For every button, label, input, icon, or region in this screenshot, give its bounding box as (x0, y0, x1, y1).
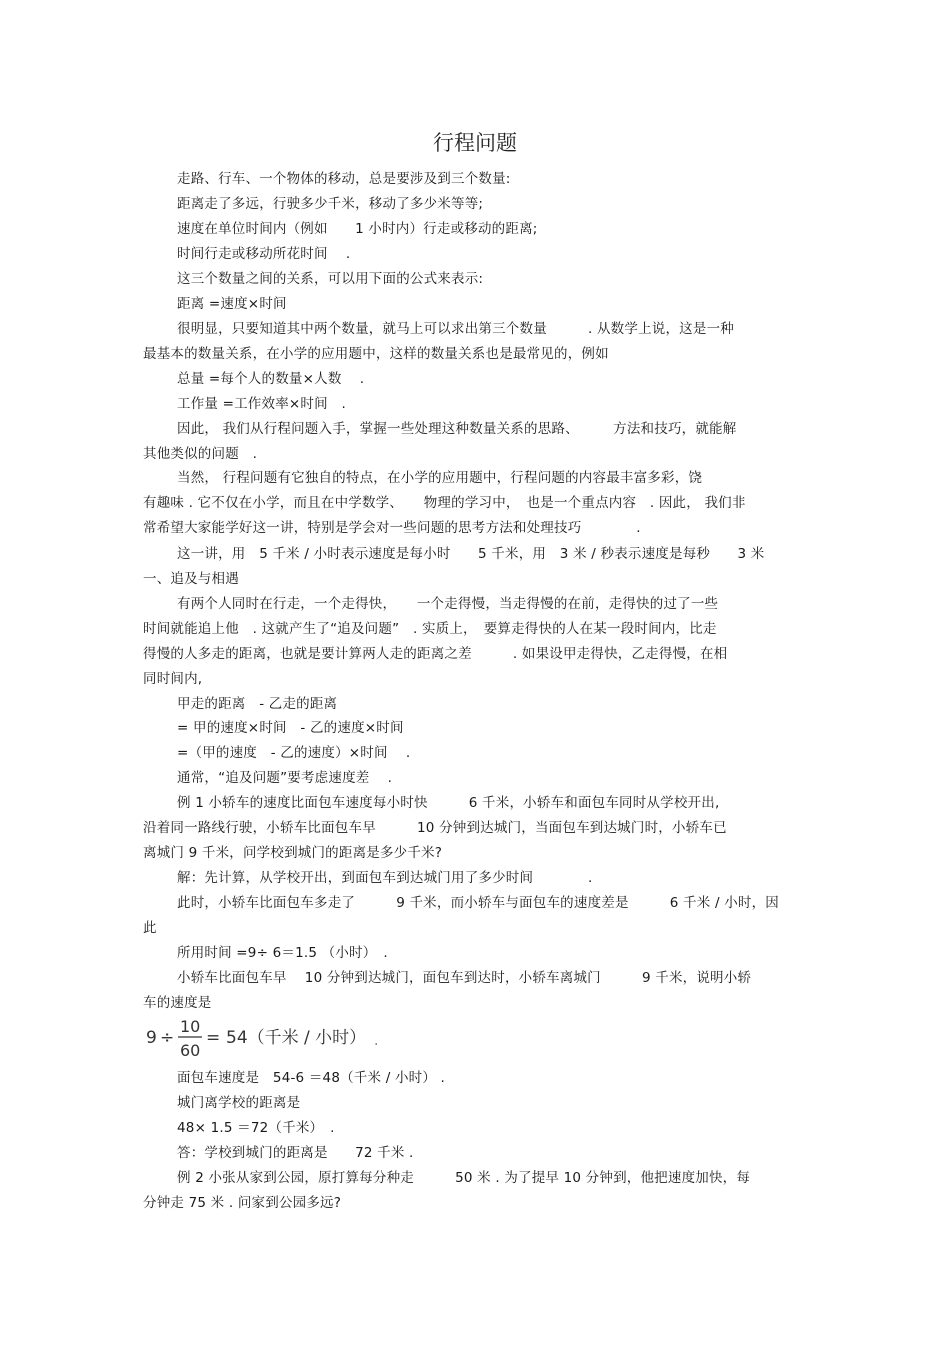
text-line: 城门离学校的距离是 (177, 1095, 301, 1111)
text-line: 沿着同一路线行驶，小轿车比面包车早 10 分钟到达城门，当面包车到达城门时，小轿车已 (143, 820, 727, 836)
formula-result: 54（千米 / 小时） (226, 1028, 367, 1048)
formula-numerator: 10 (180, 1017, 201, 1036)
text-line: 总量 =每个人的数量×人数 . (177, 371, 365, 387)
text-line: 其他类似的问题 . (143, 446, 258, 462)
text-line: 距离 =速度×时间 (177, 296, 287, 312)
text-line: = 甲的速度×时间 - 乙的速度×时间 (177, 720, 404, 736)
section-heading: 一、追及与相遇 (143, 571, 239, 587)
formula-lead: 9 (146, 1028, 157, 1048)
text-line: 车的速度是 (143, 995, 212, 1011)
text-line: 例 2 小张从家到公园，原打算每分种走 50 米 . 为了提早 10 分钟到，他把速度加快，每 (177, 1170, 751, 1186)
text-line: 离城门 9 千米，问学校到城门的距离是多少千米? (143, 845, 443, 861)
text-line: 甲走的距离 - 乙走的距离 (177, 696, 338, 712)
text-line: 工作量 =工作效率×时间 . (177, 396, 347, 412)
text-line: 时间行走或移动所花时间 . (177, 246, 351, 262)
text-line: 很明显，只要知道其中两个数量，就马上可以求出第三个数量 . 从数学上说，这是一种 (177, 321, 734, 337)
text-line: 速度在单位时间内（例如 1 小时内）行走或移动的距离; (177, 221, 538, 237)
text-line: 答：学校到城门的距离是 72 千米 . (177, 1145, 414, 1161)
formula-dot: . (374, 1033, 379, 1049)
text-line: 所用时间 =9÷ 6＝1.5 （小时） . (177, 945, 388, 961)
formula-equals: = (206, 1028, 221, 1048)
text-line: =（甲的速度 - 乙的速度）×时间 . (177, 745, 411, 761)
text-line: 当然， 行程问题有它独自的特点，在小学的应用题中，行程问题的内容最丰富多彩，饶 (177, 470, 703, 486)
formula-denominator: 60 (180, 1041, 201, 1060)
text-line: 得慢的人多走的距离，也就是要计算两人走的距离之差 . 如果设甲走得快，乙走得慢，在相 (143, 646, 728, 662)
text-line: 例 1 小轿车的速度比面包车速度每小时快 6 千米，小轿车和面包车同时从学校开出, (177, 795, 720, 811)
speed-formula-image (146, 1015, 386, 1061)
document-title: 行程问题 (433, 131, 517, 155)
text-line: 有两个人同时在行走，一个走得快， 一个走得慢，当走得慢的在前，走得快的过了一些 (177, 596, 719, 612)
text-line: 此时，小轿车比面包车多走了 9 千米，而小轿车与面包车的速度差是 6 千米 / 小时，因 (177, 895, 779, 911)
text-line: 常希望大家能学好这一讲，特别是学会对一些问题的思考方法和处理技巧 . (143, 520, 641, 536)
text-line: 因此， 我们从行程问题入手，掌握一些处理这种数量关系的思路、 方法和技巧，就能解 (177, 421, 737, 437)
text-line: 有趣味 . 它不仅在小学，而且在中学数学、 物理的学习中， 也是一个重点内容 . 因此， 我们非 (143, 495, 746, 511)
text-line: 最基本的数量关系，在小学的应用题中，这样的数量关系也是最常见的，例如 (143, 346, 609, 362)
text-line: 这三个数量之间的关系，可以用下面的公式来表示: (177, 271, 484, 287)
text-line: 此 (143, 920, 157, 936)
text-line: 小轿车比面包车早 10 分钟到达城门，面包车到达时，小轿车离城门 9 千米，说明小轿 (177, 970, 752, 986)
text-line: 走路、行车、一个物体的移动，总是要涉及到三个数量: (177, 171, 511, 187)
text-line: 解：先计算，从学校开出，到面包车到达城门用了多少时间 . (177, 870, 593, 886)
text-line: 距离走了多远，行驶多少千米，移动了多少米等等; (177, 196, 484, 212)
text-line: 时间就能追上他 . 这就产生了“追及问题” . 实质上， 要算走得快的人在某一段时间内，比走 (143, 621, 717, 637)
text-line: 这一讲，用 5 千米 / 小时表示速度是每小时 5 千米，用 3 米 / 秒表示速度是每秒 3 米 (177, 546, 765, 562)
formula-divide: ÷ (160, 1028, 175, 1048)
text-line: 分钟走 75 米 . 问家到公园多远? (143, 1195, 342, 1211)
text-line: 48× 1.5 ＝72（千米） . (177, 1120, 335, 1136)
text-line: 通常，“追及问题”要考虑速度差 . (177, 770, 393, 786)
text-line: 同时间内, (143, 671, 203, 687)
text-line: 面包车速度是 54-6 ＝48（千米 / 小时） . (177, 1070, 446, 1086)
